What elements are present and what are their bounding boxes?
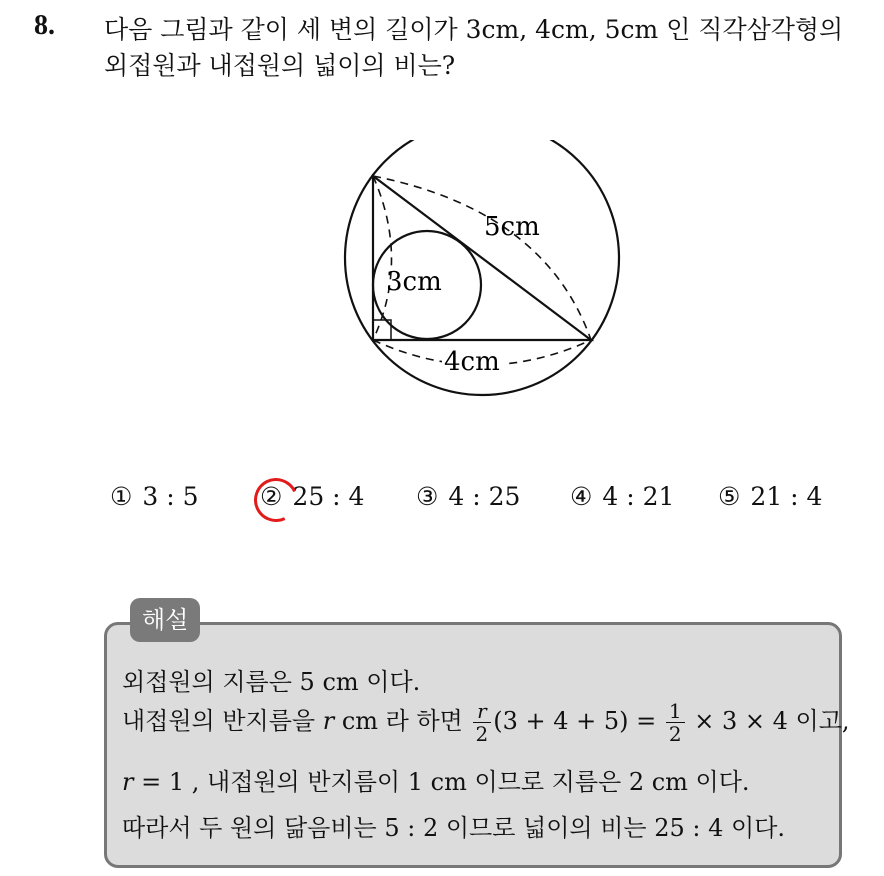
- solution-tag: 해설: [130, 598, 200, 642]
- choice-4[interactable]: [570, 482, 674, 511]
- choice-text: 21 : 4: [750, 482, 823, 511]
- choice-text: 4 : 21: [602, 482, 675, 511]
- label-3cm: 3cm: [386, 267, 442, 297]
- sol2-r: r: [322, 707, 335, 735]
- frac2-denominator: 2: [668, 722, 682, 746]
- answer-choices: [110, 482, 850, 522]
- choice-text: 4 : 25: [448, 482, 521, 511]
- sol2-d: × 3 × 4 이고,: [686, 707, 850, 735]
- solution-line-4: 따라서 두 원의 닮음비는 5 : 2 이므로 넓이의 비는 25 : 4 이다.: [122, 814, 786, 842]
- triangle-figure: [330, 140, 630, 440]
- choice-3[interactable]: [416, 482, 520, 511]
- solution-line-1: 외접원의 지름은 5 cm 이다.: [122, 668, 421, 696]
- choice-text: 3 : 5: [142, 482, 199, 511]
- solution-line-2: [122, 700, 850, 745]
- fraction-r-over-2: [473, 700, 492, 745]
- choice-number: ④: [570, 482, 593, 511]
- sol3-rest: = 1 , 내접원의 반지름이 1 cm 이므로 지름은 2 cm 이다.: [133, 768, 750, 796]
- question-line-1: 다음 그림과 같이 세 변의 길이가 3cm, 4cm, 5cm 인 직각삼각형의: [104, 15, 844, 44]
- choice-text: 25 : 4: [292, 482, 365, 511]
- sol2-a: 내접원의 반지름을: [122, 707, 323, 735]
- choice-number: ⑤: [718, 482, 741, 511]
- frac1-numerator: r: [473, 700, 492, 723]
- solution-line-3: [122, 762, 750, 797]
- frac2-numerator: 1: [666, 700, 685, 723]
- choice-number: ②: [260, 482, 283, 511]
- choice-number: ③: [416, 482, 439, 511]
- question-text: [104, 12, 874, 84]
- choice-number: ①: [110, 482, 133, 511]
- label-4cm: 4cm: [444, 347, 500, 377]
- sol2-b: cm 라 하면: [334, 707, 471, 735]
- choice-5[interactable]: [718, 482, 822, 511]
- sol3-r: r: [122, 768, 134, 796]
- choice-2[interactable]: [260, 482, 364, 511]
- question-number: 8.: [34, 10, 55, 41]
- frac1-denominator: 2: [475, 722, 489, 746]
- label-5cm: 5cm: [484, 212, 540, 242]
- dash-arc-left: [373, 176, 392, 340]
- selected-answer-mark: [248, 472, 304, 528]
- figure-svg: [330, 140, 630, 440]
- question-line-2: 외접원과 내접원의 넓이의 비는?: [104, 51, 456, 80]
- right-triangle: [373, 176, 591, 340]
- sol2-c: (3 + 4 + 5) =: [493, 707, 664, 735]
- choice-1[interactable]: [110, 482, 199, 511]
- fraction-1-over-2: [666, 700, 685, 745]
